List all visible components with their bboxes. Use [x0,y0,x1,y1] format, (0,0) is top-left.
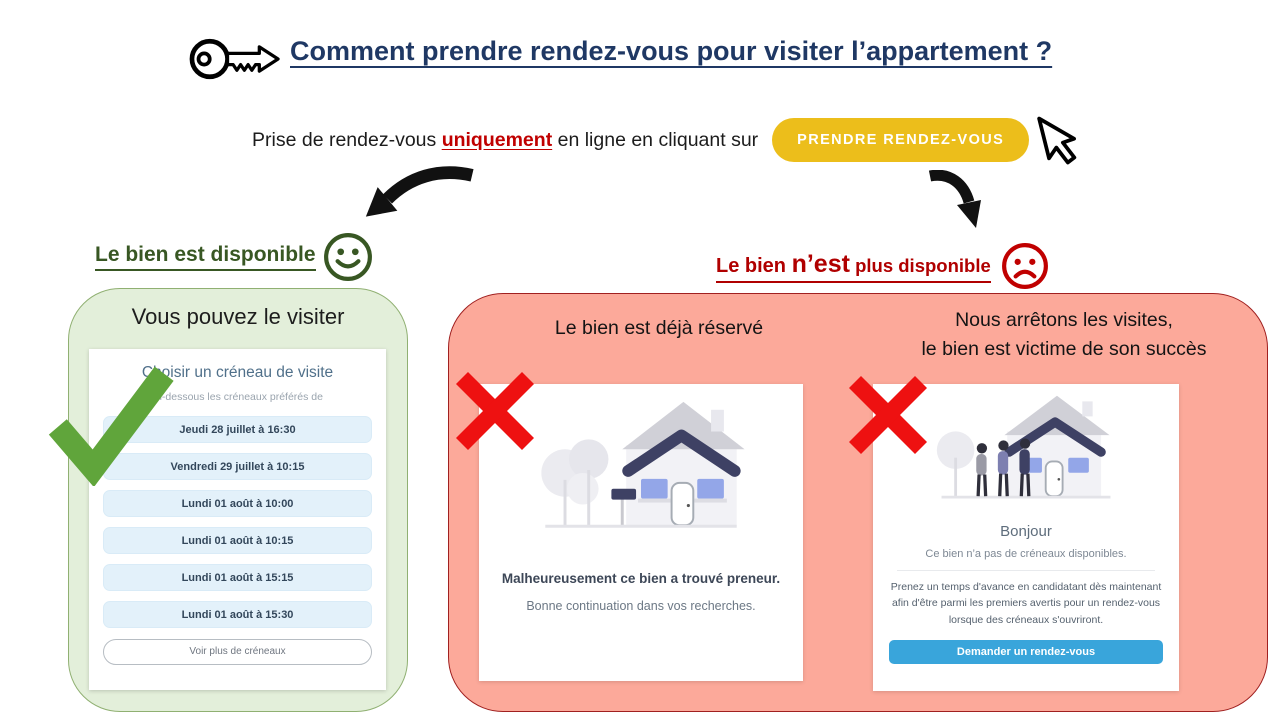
slot-button[interactable]: Lundi 01 août à 10:00 [103,490,372,517]
reserved-message-bold: Malheureusement ce bien a trouvé preneur. [501,571,781,586]
intro-post: en ligne en cliquant sur [552,128,759,151]
reserved-heading: Le bien est déjà réservé [554,317,764,339]
x-mark-icon [843,370,933,460]
slot-picker-subtitle: Ci-dessous les créneaux préférés de [151,391,323,403]
available-panel [68,288,408,712]
intro-row [252,112,1089,168]
arrow-to-unavailable-icon [922,170,982,230]
unavailable-panel [448,293,1268,712]
cursor-icon [1025,106,1095,174]
bonjour-title: Bonjour [1000,523,1052,540]
slot-button[interactable]: Lundi 01 août à 10:15 [103,527,372,554]
smiley-happy-icon [323,232,373,282]
prendre-rendez-vous-button[interactable]: PRENDRE RENDEZ-VOUS [772,118,1029,162]
house-people-illustration [926,392,1126,514]
demander-rendez-vous-button[interactable]: Demander un rendez-vous [889,640,1163,664]
key-icon [188,30,282,88]
available-heading [95,232,373,282]
stopped-heading-line1: Nous arrêtons les visites, [955,309,1173,331]
slot-button[interactable]: Vendredi 29 juillet à 10:15 [103,453,372,480]
house-illustration [525,396,757,544]
page-title: Comment prendre rendez-vous pour visiter l’appartement ? [290,36,1053,66]
emphasis-uniquement: uniquement [441,128,553,151]
checkmark-icon [46,358,174,486]
intro-pre: Prise de rendez-vous [252,128,442,151]
unavailable-emphasis: n’est [791,249,850,278]
x-mark-icon [450,366,540,456]
slot-button[interactable]: Lundi 01 août à 15:15 [103,564,372,591]
bonjour-body: Prenez un temps d'avance en candidatant dès maintenant afin d'être parmi les premiers avertis pour un rendez-vous lorsque des créneaux s'ouvriront. [890,581,1162,626]
unavailable-pre: Le bien [716,254,792,277]
intro-text [252,129,758,152]
unavailable-heading-text [716,250,991,283]
slot-button[interactable]: Lundi 01 août à 15:30 [103,601,372,628]
divider [897,570,1154,571]
available-heading-text: Le bien est disponible [95,243,316,271]
bonjour-subtitle: Ce bien n’a pas de créneaux disponibles. [925,548,1127,560]
unavailable-heading [716,242,1049,290]
stopped-heading-line2: le bien est victime de son succès [921,338,1207,361]
arrow-to-available-icon [358,165,476,225]
slot-picker-title: Choisir un créneau de visite [141,364,334,381]
available-subheading: Vous pouvez le visiter [131,304,345,329]
voir-plus-button[interactable]: Voir plus de créneaux [103,639,372,665]
stopped-heading [864,306,1264,365]
slot-button[interactable]: Jeudi 28 juillet à 16:30 [103,416,372,443]
smiley-sad-icon [1001,242,1049,290]
unavailable-post: plus disponible [849,254,991,276]
reserved-message: Bonne continuation dans vos recherches. [526,599,756,613]
